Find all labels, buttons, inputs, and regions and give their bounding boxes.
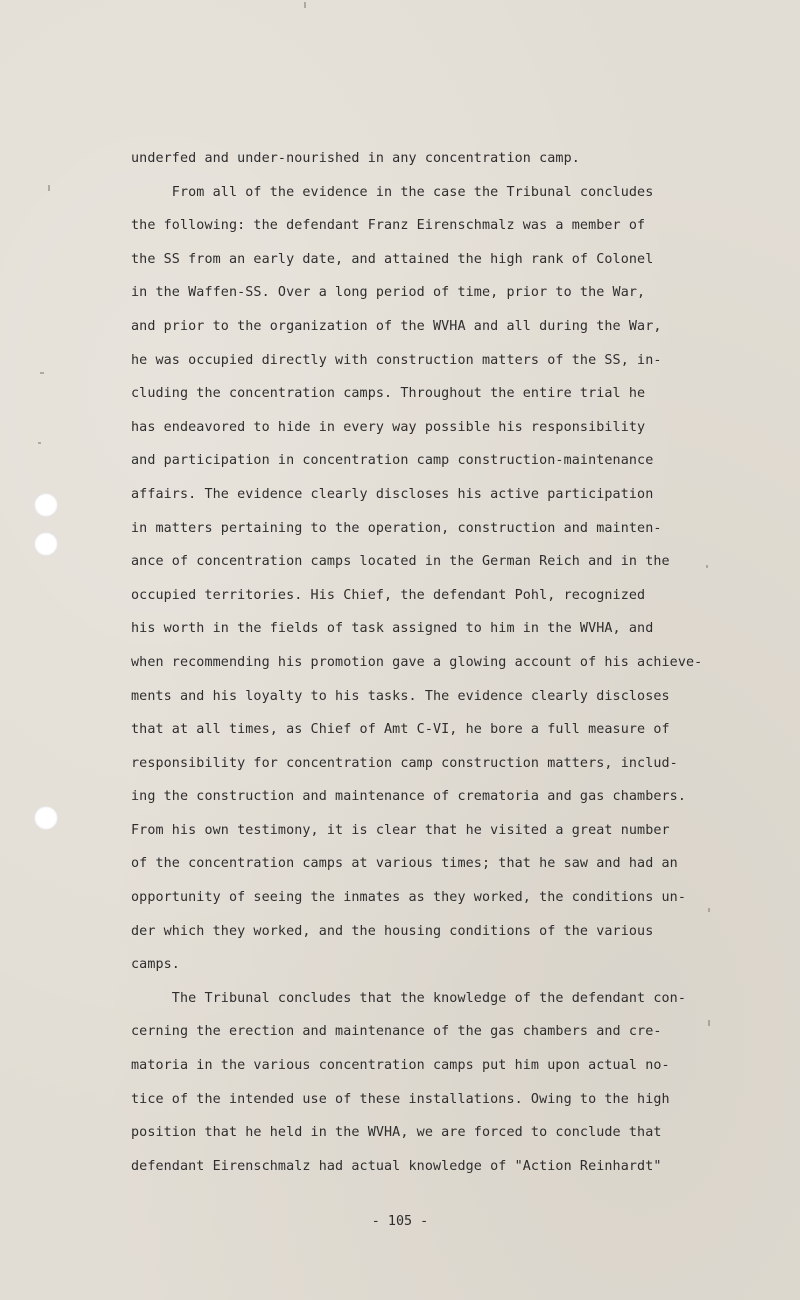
text-line: his worth in the fields of task assigned to him in the WVHA, and [131,621,654,637]
text-line: opportunity of seeing the inmates as they worked, the conditions un- [131,890,687,906]
paper-speck [40,372,44,374]
text-line: and prior to the organization of the WVHA and all during the War, [131,318,662,334]
text-line: position that he held in the WVHA, we are forced to conclude that [131,1125,662,1141]
text-line: ance of concentration camps located in the German Reich and in the [131,554,670,570]
text-line: matoria in the various concentration camps put him upon actual no- [131,1058,670,1074]
paper-speck [304,2,306,8]
text-line: cerning the erection and maintenance of the gas chambers and cre- [131,1024,662,1040]
paper-speck [38,442,41,444]
text-line: defendant Eirenschmalz had actual knowledge of "Action Reinhardt" [131,1158,662,1174]
paper-speck [48,185,50,191]
page-number: - 105 - [371,1214,429,1229]
text-line: From his own testimony, it is clear that he visited a great number [131,822,670,838]
text-line: ing the construction and maintenance of crematoria and gas chambers. [131,789,687,805]
text-line: From all of the evidence in the case the Tribunal concludes [131,184,654,200]
text-line: ments and his loyalty to his tasks. The evidence clearly discloses [131,688,670,704]
text-line: the following: the defendant Franz Eirenschmalz was a member of [131,218,646,234]
text-line: in the Waffen-SS. Over a long period of time, prior to the War, [131,285,646,301]
text-line: and participation in concentration camp construction-maintenance [131,453,654,469]
document-body [131,142,721,1183]
text-line: the SS from an early date, and attained the high rank of Colonel [131,251,654,267]
text-line: that at all times, as Chief of Amt C-VI, he bore a full measure of [131,722,670,738]
text-line: he was occupied directly with construction matters of the SS, in- [131,352,662,368]
punch-hole [34,493,58,517]
text-line: when recommending his promotion gave a glowing account of his achieve- [131,654,703,670]
punch-hole [34,806,58,830]
text-line: affairs. The evidence clearly discloses his active participation [131,486,654,502]
text-line: tice of the intended use of these installations. Owing to the high [131,1091,670,1107]
punch-hole [34,532,58,556]
text-line: of the concentration camps at various times; that he saw and had an [131,856,678,872]
text-line: in matters pertaining to the operation, construction and mainten- [131,520,662,536]
text-line: underfed and under-nourished in any concentration camp. [131,151,580,166]
text-line: occupied territories. His Chief, the defendant Pohl, recognized [131,587,646,603]
text-line: The Tribunal concludes that the knowledge of the defendant con- [131,990,687,1006]
text-line: responsibility for concentration camp construction matters, includ- [131,755,678,771]
text-line: has endeavored to hide in every way possible his responsibility [131,419,646,435]
text-line: camps. [131,957,180,973]
text-line: cluding the concentration camps. Throughout the entire trial he [131,386,646,402]
text-line: der which they worked, and the housing conditions of the various [131,923,654,939]
